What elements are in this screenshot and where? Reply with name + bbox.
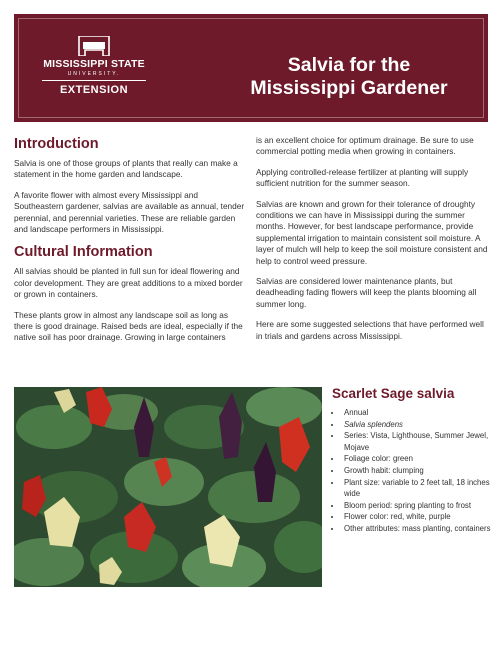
cultural-paragraph-2: These plants grow in almost any landscape soil as long as there is good drainage. Raised beds are ideal, especially if the native soil has poor drainage. Growing in large containers [14,309,243,343]
cultural-paragraph-1: All salvias should be planted in full sun for ideal flowering and color development. They are great additions to a mixed border or grown in containers. [14,266,243,300]
right-paragraph-4: Salvias are considered lower maintenance plants, but deadheading fading flowers will keep the plants blooming all summer long. [256,276,477,309]
list-item: • Annual [342,407,492,419]
msu-extension-logo [34,36,154,96]
list-item: • Foliage color: green [342,453,492,465]
cultural-heading: Cultural Information [14,244,153,261]
list-item: • Salvia splendens [342,419,492,431]
title-line1: Salvia for the [287,54,411,76]
right-paragraph-2: Applying controlled-release fertilizer at planting will supply sufficient nutrition for the summer season. [256,166,469,189]
logo-line1: MISSISSIPPI STATE [43,58,145,70]
page-title [214,54,484,100]
header-banner [14,14,488,122]
intro-heading: Introduction [14,136,99,152]
list-item: • Plant size: variable to 2 feet tall, 18 inches wide [342,477,492,500]
logo-line3: EXTENSION [59,84,129,96]
list-item: • Growth habit: clumping [342,465,492,477]
left-column [14,136,246,353]
list-item: • Bloom period: spring planting to frost [342,500,492,512]
intro-paragraph-1: Salvia is one of those groups of plants that really can make a statement in the home garden and landscape. [14,158,238,180]
salvia-photo [14,387,322,587]
selection-list [332,407,492,535]
list-item: • Series: Vista, Lighthouse, Summer Jewel, Mojave [342,430,492,453]
salvia-photo-illustration [14,387,322,587]
right-paragraph-5: Here are some suggested selections that have performed well in trials and gardens across Mississippi. [256,319,484,341]
msu-logo-mark-icon [77,36,111,56]
right-column [256,135,488,351]
list-item: • Flower color: red, white, purple [342,511,492,523]
list-item: • Other attributes: mass planting, containers [342,523,492,535]
title-line2: Mississippi Gardener [250,77,448,99]
right-paragraph-3: Salvias are known and grown for their tolerance of droughty conditions we can have in Mississippi during the summer months. However, for best landscape performance, provide supplemental irrigation to maintain consistent soil moisture. A layer of mulch will help to keep the soil moisture consistent and help to control weed pressure. [256,198,488,266]
right-paragraph-1: is an excellent choice for optimum drainage. Be sure to use commercial potting media when growing in containers. [256,135,474,157]
logo-divider [42,80,146,81]
intro-paragraph-2: A favorite flower with almost every Mississippi and Southeastern gardener, salvias are available as annual, tender perennial, and perennial varieties. These are reliable garden and landscape performers in Mississippi. [14,189,245,235]
logo-line2: UNIVERSITY. [67,71,121,77]
selection-sidebar [332,386,492,535]
selection-heading: Scarlet Sage salvia [332,386,455,401]
